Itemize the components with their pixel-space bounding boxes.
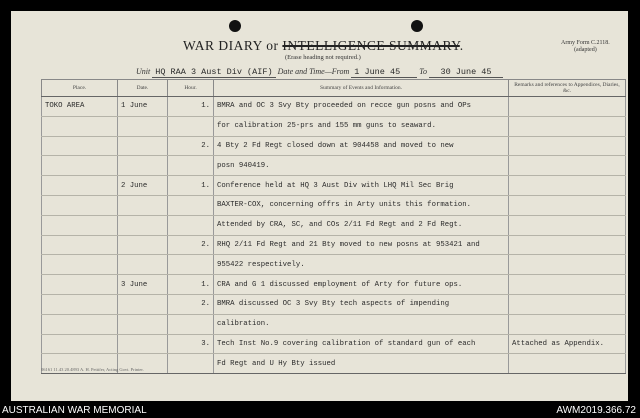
place-cell [42,215,118,235]
remarks-cell [509,354,626,374]
remarks-cell: Attached as Appendix. [509,334,626,354]
table-row [42,215,626,235]
summary-cell: CRA and G 1 discussed employment of Arty for future ops. [214,275,509,295]
hour-cell [168,215,214,235]
date-cell [118,215,168,235]
date-cell: 3 June [118,275,168,295]
hour-cell: 2. [168,294,214,314]
remarks-cell [509,255,626,275]
hour-cell [168,255,214,275]
unit-line [136,67,503,78]
remarks-cell [509,235,626,255]
accession-number: AWM2019.366.72 [556,405,636,416]
col-place: Place. [42,80,118,97]
date-from: 1 June 45 [351,67,417,78]
col-hour: Hour. [168,80,214,97]
place-cell [42,255,118,275]
date-cell: 2 June [118,176,168,196]
title-end: . [459,38,464,53]
hour-cell [168,195,214,215]
remarks-cell [509,195,626,215]
summary-cell: BAXTER-COX, concerning offrs in Arty units this formation. [214,195,509,215]
summary-cell: posn 940419. [214,156,509,176]
punch-hole [229,20,241,32]
place-cell [42,116,118,136]
remarks-cell [509,275,626,295]
hour-cell: 2. [168,235,214,255]
place-cell [42,156,118,176]
table-row [42,255,626,275]
hour-cell [168,156,214,176]
hour-cell [168,116,214,136]
unit-label: Unit [136,67,151,76]
summary-cell: 955422 respectively. [214,255,509,275]
hour-cell: 1. [168,275,214,295]
place-cell: TOKO AREA [42,97,118,117]
hour-cell: 3. [168,334,214,354]
date-cell [118,156,168,176]
printer-footer: 06161 11.43 20.4893 A. H. Pettifer, Acting Govt. Printer. [41,367,144,372]
diary-table [41,79,626,374]
date-cell [118,235,168,255]
remarks-cell [509,294,626,314]
army-form-adapted: (adapted) [574,47,597,53]
remarks-cell [509,156,626,176]
summary-cell: Conference held at HQ 3 Aust Div with LHQ Mil Sec Brig [214,176,509,196]
form-subtitle: (Erase heading not required.) [285,54,361,61]
hour-cell [168,354,214,374]
table-row [42,334,626,354]
summary-cell: calibration. [214,314,509,334]
col-remarks: Remarks and references to Appendices, Diaries, &c. [509,80,626,97]
summary-cell: BMRA discussed OC 3 Svy Bty tech aspects of impending [214,294,509,314]
table-row [42,116,626,136]
header-row [42,80,626,97]
place-cell [42,235,118,255]
summary-cell: BMRA and OC 3 Svy Bty proceeded on recce gun posns and OPs [214,97,509,117]
place-cell [42,195,118,215]
remarks-cell [509,176,626,196]
table-row [42,294,626,314]
table-row [42,235,626,255]
date-cell [118,136,168,156]
form-title [183,38,464,54]
table-row [42,195,626,215]
date-cell [118,294,168,314]
title-struck: INTELLIGENCE SUMMARY [282,38,460,53]
date-cell [118,195,168,215]
date-cell [118,255,168,275]
hour-cell: 2. [168,136,214,156]
date-time-label: Date and Time—From [277,67,350,76]
remarks-cell [509,136,626,156]
table-row [42,314,626,334]
army-form-line: Army Form C.2118. [561,40,610,46]
hour-cell: 1. [168,97,214,117]
date-cell [118,314,168,334]
place-cell [42,275,118,295]
summary-cell: for calibration 25-prs and 155 mm guns to seaward. [214,116,509,136]
institution-caption: AUSTRALIAN WAR MEMORIAL [2,405,147,416]
army-form-number [561,40,610,54]
hour-cell: 1. [168,176,214,196]
title-main: WAR DIARY or [183,38,283,53]
remarks-cell [509,215,626,235]
remarks-cell [509,116,626,136]
table-row [42,176,626,196]
col-date: Date. [118,80,168,97]
summary-cell: Attended by CRA, SC, and COs 2/11 Fd Regt and 2 Fd Regt. [214,215,509,235]
table-row [42,97,626,117]
date-cell: 1 June [118,97,168,117]
punch-hole [411,20,423,32]
summary-cell: 4 Bty 2 Fd Regt closed down at 904458 and moved to new [214,136,509,156]
date-cell [118,116,168,136]
remarks-cell [509,314,626,334]
summary-cell: Fd Regt and U Hy Bty issued [214,354,509,374]
place-cell [42,314,118,334]
diary-page [11,11,628,401]
to-label: To [419,67,427,76]
table-row [42,275,626,295]
summary-cell: Tech Inst No.9 covering calibration of standard gun of each [214,334,509,354]
unit-value: HQ RAA 3 Aust Div (AIF) [152,67,275,78]
place-cell [42,334,118,354]
hour-cell [168,314,214,334]
table-row [42,156,626,176]
col-summary: Summary of Events and Information. [214,80,509,97]
summary-cell: RHQ 2/11 Fd Regt and 21 Bty moved to new posns at 953421 and [214,235,509,255]
place-cell [42,294,118,314]
table-row [42,136,626,156]
place-cell [42,136,118,156]
date-to: 30 June 45 [429,67,503,78]
remarks-cell [509,97,626,117]
date-cell [118,334,168,354]
place-cell [42,176,118,196]
